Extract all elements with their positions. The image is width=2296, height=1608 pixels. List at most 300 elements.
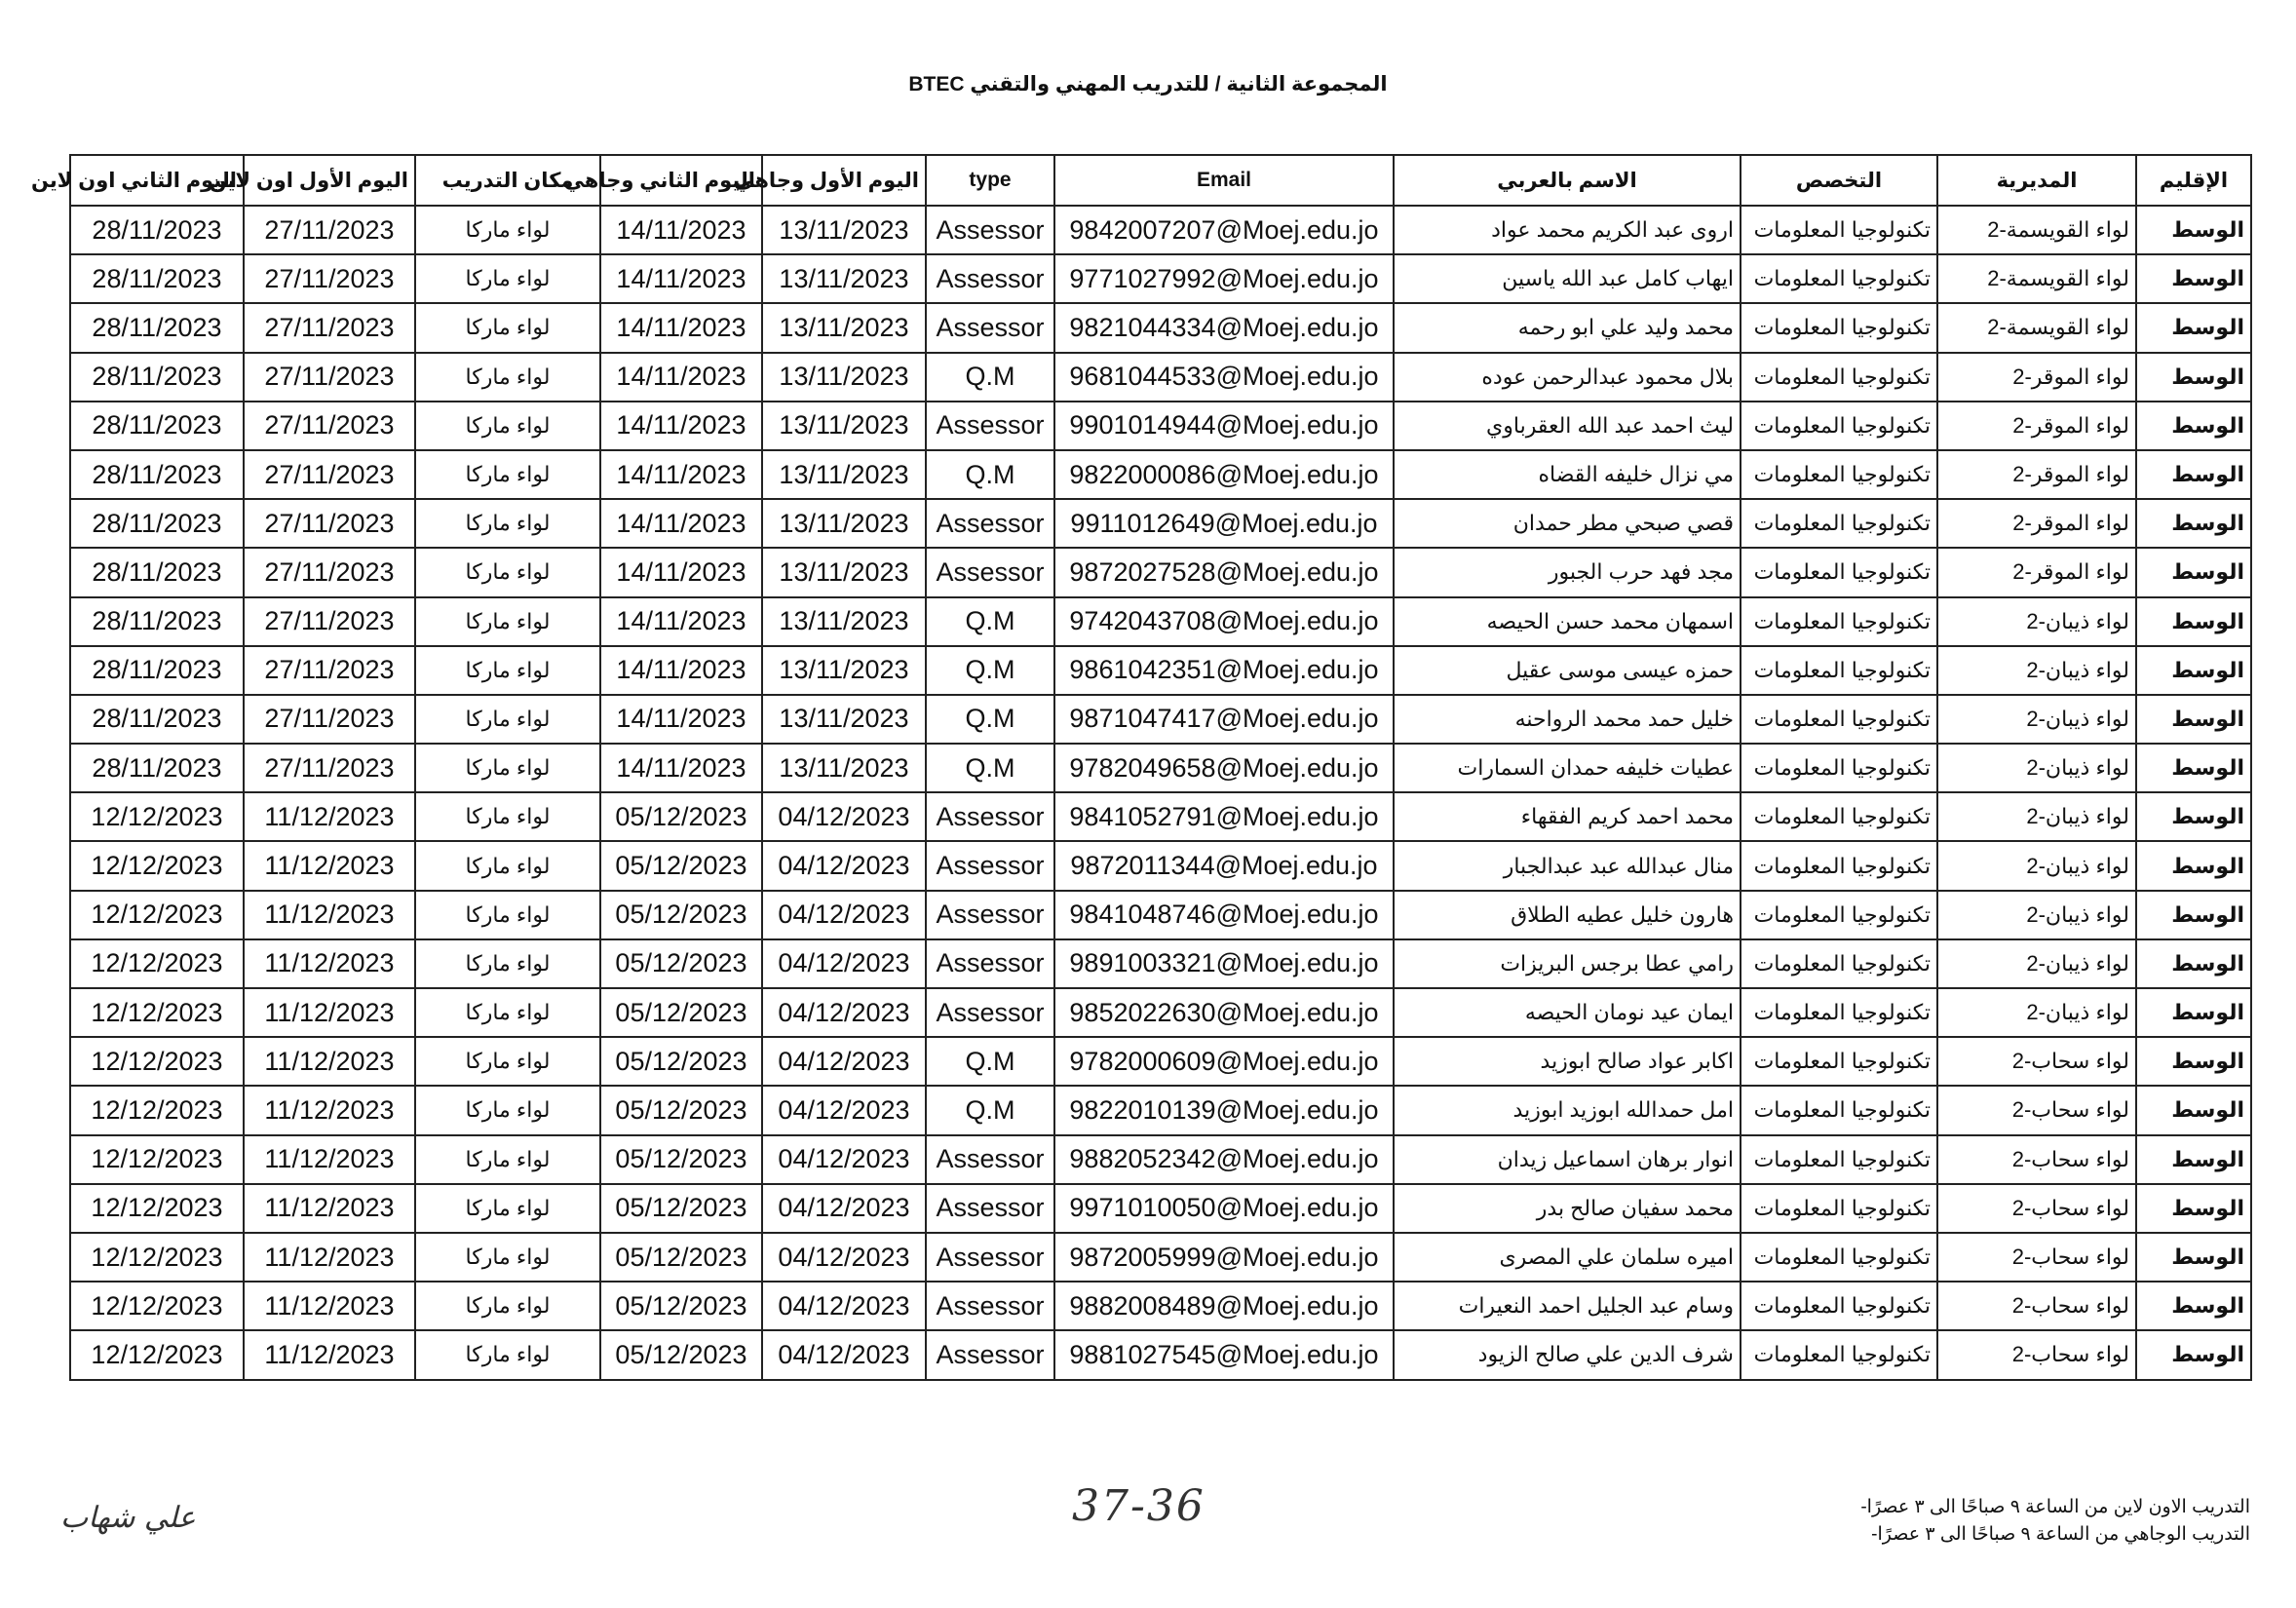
cell-email: 9822010139@Moej.edu.jo — [1054, 1086, 1394, 1134]
cell-specialization: تكنولوجيا المعلومات — [1741, 450, 1937, 499]
cell-day2-online: 28/11/2023 — [70, 548, 244, 596]
cell-training-location: لواء ماركا — [415, 891, 600, 939]
cell-directorate: لواء سحاب-2 — [1937, 1282, 2136, 1330]
cell-training-location: لواء ماركا — [415, 548, 600, 596]
cell-day1-online: 11/12/2023 — [244, 1282, 415, 1330]
cell-day1-inperson: 04/12/2023 — [762, 1282, 926, 1330]
cell-day1-online: 11/12/2023 — [244, 841, 415, 890]
cell-type: Assessor — [926, 1330, 1054, 1379]
cell-day2-online: 28/11/2023 — [70, 646, 244, 695]
cell-specialization: تكنولوجيا المعلومات — [1741, 499, 1937, 548]
cell-specialization: تكنولوجيا المعلومات — [1741, 1330, 1937, 1379]
cell-training-location: لواء ماركا — [415, 450, 600, 499]
cell-specialization: تكنولوجيا المعلومات — [1741, 1135, 1937, 1184]
column-header-day2-online: اليوم الثاني اون لاين — [70, 155, 244, 206]
cell-type: Assessor — [926, 792, 1054, 841]
cell-arabic-name: اكابر عواد صالح ابوزيد — [1394, 1037, 1741, 1086]
cell-type: Q.M — [926, 450, 1054, 499]
table-row — [70, 841, 2251, 890]
cell-type: Assessor — [926, 891, 1054, 939]
cell-directorate: لواء ذيبان-2 — [1937, 939, 2136, 988]
table-body — [70, 206, 2251, 1380]
cell-specialization: تكنولوجيا المعلومات — [1741, 402, 1937, 450]
table-row — [70, 353, 2251, 402]
cell-day1-inperson: 04/12/2023 — [762, 988, 926, 1037]
cell-directorate: لواء ذيبان-2 — [1937, 891, 2136, 939]
cell-directorate: لواء ذيبان-2 — [1937, 988, 2136, 1037]
cell-arabic-name: ليث احمد عبد الله العقرباوي — [1394, 402, 1741, 450]
cell-region: الوسط — [2136, 1330, 2251, 1379]
cell-day2-inperson: 05/12/2023 — [600, 841, 762, 890]
cell-day1-inperson: 13/11/2023 — [762, 695, 926, 744]
cell-type: Assessor — [926, 841, 1054, 890]
cell-type: Assessor — [926, 1233, 1054, 1282]
cell-day2-inperson: 05/12/2023 — [600, 1184, 762, 1233]
cell-training-location: لواء ماركا — [415, 1037, 600, 1086]
table-row — [70, 254, 2251, 303]
cell-email: 9742043708@Moej.edu.jo — [1054, 597, 1394, 646]
cell-day1-inperson: 04/12/2023 — [762, 841, 926, 890]
cell-day2-online: 12/12/2023 — [70, 1233, 244, 1282]
cell-day2-inperson: 05/12/2023 — [600, 1086, 762, 1134]
cell-arabic-name: مجد فهد حرب الجبور — [1394, 548, 1741, 596]
cell-region: الوسط — [2136, 988, 2251, 1037]
table-row — [70, 744, 2251, 792]
cell-day1-inperson: 13/11/2023 — [762, 206, 926, 254]
cell-training-location: لواء ماركا — [415, 353, 600, 402]
cell-type: Assessor — [926, 1282, 1054, 1330]
cell-day2-inperson: 05/12/2023 — [600, 792, 762, 841]
cell-region: الوسط — [2136, 353, 2251, 402]
cell-day1-online: 27/11/2023 — [244, 206, 415, 254]
cell-specialization: تكنولوجيا المعلومات — [1741, 254, 1937, 303]
cell-specialization: تكنولوجيا المعلومات — [1741, 744, 1937, 792]
cell-day2-online: 28/11/2023 — [70, 450, 244, 499]
cell-training-location: لواء ماركا — [415, 1086, 600, 1134]
cell-region: الوسط — [2136, 1037, 2251, 1086]
cell-day1-online: 27/11/2023 — [244, 353, 415, 402]
cell-day2-online: 12/12/2023 — [70, 841, 244, 890]
cell-day2-inperson: 14/11/2023 — [600, 548, 762, 596]
cell-region: الوسط — [2136, 646, 2251, 695]
cell-day2-inperson: 14/11/2023 — [600, 206, 762, 254]
table-row — [70, 303, 2251, 352]
cell-directorate: لواء القويسمة-2 — [1937, 206, 2136, 254]
table-row — [70, 891, 2251, 939]
cell-specialization: تكنولوجيا المعلومات — [1741, 1037, 1937, 1086]
cell-email: 9971010050@Moej.edu.jo — [1054, 1184, 1394, 1233]
table-row — [70, 1233, 2251, 1282]
cell-region: الوسط — [2136, 450, 2251, 499]
cell-arabic-name: عطيات خليفه حمدان السمارات — [1394, 744, 1741, 792]
cell-region: الوسط — [2136, 792, 2251, 841]
cell-type: Q.M — [926, 353, 1054, 402]
cell-directorate: لواء الموقر-2 — [1937, 402, 2136, 450]
table-row — [70, 499, 2251, 548]
cell-day2-inperson: 14/11/2023 — [600, 450, 762, 499]
cell-day2-online: 12/12/2023 — [70, 1184, 244, 1233]
cell-directorate: لواء سحاب-2 — [1937, 1037, 2136, 1086]
cell-day1-online: 27/11/2023 — [244, 597, 415, 646]
cell-day1-inperson: 13/11/2023 — [762, 744, 926, 792]
training-table-container — [31, 154, 2250, 1381]
cell-email: 9901014944@Moej.edu.jo — [1054, 402, 1394, 450]
cell-day1-inperson: 13/11/2023 — [762, 254, 926, 303]
cell-type: Assessor — [926, 254, 1054, 303]
cell-training-location: لواء ماركا — [415, 1135, 600, 1184]
cell-day2-online: 12/12/2023 — [70, 1037, 244, 1086]
cell-day2-inperson: 14/11/2023 — [600, 353, 762, 402]
cell-day1-inperson: 04/12/2023 — [762, 1037, 926, 1086]
cell-region: الوسط — [2136, 499, 2251, 548]
cell-directorate: لواء الموقر-2 — [1937, 450, 2136, 499]
cell-type: Assessor — [926, 548, 1054, 596]
cell-region: الوسط — [2136, 1135, 2251, 1184]
cell-arabic-name: حمزه عيسى موسى عقيل — [1394, 646, 1741, 695]
handwritten-signature: علي شهاب — [60, 1501, 196, 1535]
cell-directorate: لواء ذيبان-2 — [1937, 695, 2136, 744]
cell-email: 9852022630@Moej.edu.jo — [1054, 988, 1394, 1037]
cell-arabic-name: منال عبدالله عبد عبدالجبار — [1394, 841, 1741, 890]
cell-day1-inperson: 13/11/2023 — [762, 548, 926, 596]
cell-specialization: تكنولوجيا المعلومات — [1741, 646, 1937, 695]
cell-email: 9821044334@Moej.edu.jo — [1054, 303, 1394, 352]
cell-training-location: لواء ماركا — [415, 695, 600, 744]
cell-training-location: لواء ماركا — [415, 646, 600, 695]
cell-day2-online: 12/12/2023 — [70, 1282, 244, 1330]
column-header-day2-inperson: اليوم الثاني وجاهي — [600, 155, 762, 206]
cell-region: الوسط — [2136, 402, 2251, 450]
cell-day2-online: 28/11/2023 — [70, 206, 244, 254]
cell-day2-inperson: 05/12/2023 — [600, 891, 762, 939]
cell-day2-online: 28/11/2023 — [70, 744, 244, 792]
cell-day1-inperson: 04/12/2023 — [762, 1330, 926, 1379]
cell-email: 9822000086@Moej.edu.jo — [1054, 450, 1394, 499]
cell-day2-online: 12/12/2023 — [70, 988, 244, 1037]
cell-day2-inperson: 05/12/2023 — [600, 1282, 762, 1330]
cell-day2-inperson: 05/12/2023 — [600, 988, 762, 1037]
cell-day1-inperson: 13/11/2023 — [762, 353, 926, 402]
training-table — [31, 154, 2252, 1381]
cell-day2-inperson: 05/12/2023 — [600, 1135, 762, 1184]
cell-specialization: تكنولوجيا المعلومات — [1741, 939, 1937, 988]
cell-region: الوسط — [2136, 548, 2251, 596]
cell-training-location: لواء ماركا — [415, 1233, 600, 1282]
cell-specialization: تكنولوجيا المعلومات — [1741, 1282, 1937, 1330]
cell-day2-online: 28/11/2023 — [70, 353, 244, 402]
table-row — [70, 988, 2251, 1037]
cell-arabic-name: هارون خليل عطيه الطلاق — [1394, 891, 1741, 939]
cell-directorate: لواء ذيبان-2 — [1937, 597, 2136, 646]
cell-email: 9882052342@Moej.edu.jo — [1054, 1135, 1394, 1184]
cell-email: 9891003321@Moej.edu.jo — [1054, 939, 1394, 988]
cell-directorate: لواء سحاب-2 — [1937, 1330, 2136, 1379]
cell-specialization: تكنولوجيا المعلومات — [1741, 548, 1937, 596]
column-header-type: type — [926, 155, 1054, 206]
cell-region: الوسط — [2136, 206, 2251, 254]
cell-directorate: لواء ذيبان-2 — [1937, 841, 2136, 890]
cell-email: 9841052791@Moej.edu.jo — [1054, 792, 1394, 841]
cell-day1-inperson: 04/12/2023 — [762, 891, 926, 939]
footnote-inperson-hours: التدريب الوجاهي من الساعة ٩ صباحًا الى ٣ عصرًا- — [1871, 1524, 2250, 1545]
cell-directorate: لواء الموقر-2 — [1937, 548, 2136, 596]
cell-specialization: تكنولوجيا المعلومات — [1741, 695, 1937, 744]
cell-day1-inperson: 13/11/2023 — [762, 646, 926, 695]
cell-email: 9882008489@Moej.edu.jo — [1054, 1282, 1394, 1330]
cell-day2-online: 28/11/2023 — [70, 402, 244, 450]
table-row — [70, 402, 2251, 450]
cell-day2-inperson: 14/11/2023 — [600, 744, 762, 792]
cell-directorate: لواء القويسمة-2 — [1937, 303, 2136, 352]
cell-type: Q.M — [926, 646, 1054, 695]
cell-directorate: لواء القويسمة-2 — [1937, 254, 2136, 303]
cell-arabic-name: اروى عبد الكريم محمد عواد — [1394, 206, 1741, 254]
cell-arabic-name: محمد وليد علي ابو رحمه — [1394, 303, 1741, 352]
table-row — [70, 792, 2251, 841]
cell-day2-inperson: 14/11/2023 — [600, 499, 762, 548]
column-header-email: Email — [1054, 155, 1394, 206]
cell-directorate: لواء الموقر-2 — [1937, 353, 2136, 402]
table-row — [70, 1282, 2251, 1330]
cell-day1-inperson: 04/12/2023 — [762, 1086, 926, 1134]
cell-day2-online: 28/11/2023 — [70, 254, 244, 303]
cell-day1-inperson: 04/12/2023 — [762, 1135, 926, 1184]
cell-directorate: لواء سحاب-2 — [1937, 1233, 2136, 1282]
cell-day1-inperson: 13/11/2023 — [762, 402, 926, 450]
cell-day2-inperson: 14/11/2023 — [600, 695, 762, 744]
cell-day2-inperson: 05/12/2023 — [600, 1233, 762, 1282]
table-row — [70, 646, 2251, 695]
cell-arabic-name: اسمهان محمد حسن الحيصه — [1394, 597, 1741, 646]
cell-arabic-name: بلال محمود عبدالرحمن عوده — [1394, 353, 1741, 402]
cell-type: Q.M — [926, 1037, 1054, 1086]
cell-type: Assessor — [926, 303, 1054, 352]
cell-day1-online: 11/12/2023 — [244, 1135, 415, 1184]
cell-specialization: تكنولوجيا المعلومات — [1741, 841, 1937, 890]
cell-day1-online: 27/11/2023 — [244, 548, 415, 596]
cell-type: Q.M — [926, 744, 1054, 792]
table-row — [70, 1135, 2251, 1184]
cell-specialization: تكنولوجيا المعلومات — [1741, 792, 1937, 841]
cell-day1-online: 11/12/2023 — [244, 988, 415, 1037]
cell-arabic-name: اميره سلمان علي المصرى — [1394, 1233, 1741, 1282]
cell-directorate: لواء سحاب-2 — [1937, 1086, 2136, 1134]
cell-arabic-name: قصي صبحي مطر حمدان — [1394, 499, 1741, 548]
cell-day2-inperson: 05/12/2023 — [600, 1330, 762, 1379]
cell-type: Assessor — [926, 988, 1054, 1037]
cell-training-location: لواء ماركا — [415, 744, 600, 792]
table-row — [70, 1184, 2251, 1233]
table-row — [70, 695, 2251, 744]
column-header-directorate: المديرية — [1937, 155, 2136, 206]
cell-day2-inperson: 14/11/2023 — [600, 646, 762, 695]
cell-training-location: لواء ماركا — [415, 597, 600, 646]
cell-specialization: تكنولوجيا المعلومات — [1741, 891, 1937, 939]
cell-day1-online: 11/12/2023 — [244, 1184, 415, 1233]
cell-region: الوسط — [2136, 939, 2251, 988]
cell-arabic-name: رامي عطا برجس البريزات — [1394, 939, 1741, 988]
cell-training-location: لواء ماركا — [415, 254, 600, 303]
cell-day1-online: 11/12/2023 — [244, 1037, 415, 1086]
cell-arabic-name: خليل حمد محمد الرواحنه — [1394, 695, 1741, 744]
cell-region: الوسط — [2136, 1233, 2251, 1282]
cell-type: Assessor — [926, 939, 1054, 988]
cell-specialization: تكنولوجيا المعلومات — [1741, 353, 1937, 402]
cell-type: Assessor — [926, 1135, 1054, 1184]
cell-day2-online: 12/12/2023 — [70, 939, 244, 988]
cell-region: الوسط — [2136, 1184, 2251, 1233]
cell-day1-inperson: 04/12/2023 — [762, 1184, 926, 1233]
cell-day1-online: 11/12/2023 — [244, 1330, 415, 1379]
cell-specialization: تكنولوجيا المعلومات — [1741, 1086, 1937, 1134]
cell-specialization: تكنولوجيا المعلومات — [1741, 206, 1937, 254]
cell-day1-online: 27/11/2023 — [244, 499, 415, 548]
cell-day2-online: 12/12/2023 — [70, 1330, 244, 1379]
cell-arabic-name: مي نزال خليفه القضاه — [1394, 450, 1741, 499]
table-row — [70, 450, 2251, 499]
cell-email: 9872005999@Moej.edu.jo — [1054, 1233, 1394, 1282]
cell-day2-online: 28/11/2023 — [70, 499, 244, 548]
cell-training-location: لواء ماركا — [415, 402, 600, 450]
cell-type: Q.M — [926, 597, 1054, 646]
cell-day1-online: 11/12/2023 — [244, 891, 415, 939]
column-header-training-location: مكان التدريب — [415, 155, 600, 206]
table-row — [70, 206, 2251, 254]
cell-region: الوسط — [2136, 597, 2251, 646]
cell-day1-online: 27/11/2023 — [244, 744, 415, 792]
cell-day2-online: 28/11/2023 — [70, 695, 244, 744]
cell-email: 9872027528@Moej.edu.jo — [1054, 548, 1394, 596]
cell-arabic-name: شرف الدين علي صالح الزيود — [1394, 1330, 1741, 1379]
cell-day2-online: 28/11/2023 — [70, 597, 244, 646]
cell-type: Assessor — [926, 402, 1054, 450]
cell-region: الوسط — [2136, 1282, 2251, 1330]
cell-day1-online: 11/12/2023 — [244, 939, 415, 988]
column-header-day1-inperson: اليوم الأول وجاهي — [762, 155, 926, 206]
cell-specialization: تكنولوجيا المعلومات — [1741, 1233, 1937, 1282]
cell-directorate: لواء ذيبان-2 — [1937, 792, 2136, 841]
cell-region: الوسط — [2136, 303, 2251, 352]
cell-training-location: لواء ماركا — [415, 841, 600, 890]
cell-arabic-name: انوار برهان اسماعيل زيدان — [1394, 1135, 1741, 1184]
cell-email: 9771027992@Moej.edu.jo — [1054, 254, 1394, 303]
cell-training-location: لواء ماركا — [415, 792, 600, 841]
cell-email: 9782000609@Moej.edu.jo — [1054, 1037, 1394, 1086]
cell-training-location: لواء ماركا — [415, 499, 600, 548]
cell-day2-inperson: 05/12/2023 — [600, 939, 762, 988]
cell-training-location: لواء ماركا — [415, 939, 600, 988]
cell-region: الوسط — [2136, 841, 2251, 890]
cell-region: الوسط — [2136, 254, 2251, 303]
table-row — [70, 1086, 2251, 1134]
footnote-online-hours: التدريب الاون لاين من الساعة ٩ صباحًا الى ٣ عصرًا- — [1860, 1497, 2250, 1517]
cell-specialization: تكنولوجيا المعلومات — [1741, 988, 1937, 1037]
cell-day1-inperson: 13/11/2023 — [762, 499, 926, 548]
cell-directorate: لواء ذيبان-2 — [1937, 646, 2136, 695]
cell-region: الوسط — [2136, 1086, 2251, 1134]
cell-day2-inperson: 05/12/2023 — [600, 1037, 762, 1086]
cell-training-location: لواء ماركا — [415, 988, 600, 1037]
table-row — [70, 1330, 2251, 1379]
column-header-day1-online: اليوم الأول اون لاين — [244, 155, 415, 206]
cell-arabic-name: محمد سفيان صالح بدر — [1394, 1184, 1741, 1233]
cell-email: 9841048746@Moej.edu.jo — [1054, 891, 1394, 939]
cell-day2-online: 12/12/2023 — [70, 891, 244, 939]
cell-type: Q.M — [926, 1086, 1054, 1134]
table-row — [70, 939, 2251, 988]
document-title: المجموعة الثانية / للتدريب المهني والتقني BTEC — [908, 73, 1388, 96]
cell-type: Assessor — [926, 206, 1054, 254]
cell-type: Assessor — [926, 499, 1054, 548]
cell-day1-online: 11/12/2023 — [244, 1233, 415, 1282]
cell-email: 9681044533@Moej.edu.jo — [1054, 353, 1394, 402]
cell-specialization: تكنولوجيا المعلومات — [1741, 597, 1937, 646]
cell-email: 9842007207@Moej.edu.jo — [1054, 206, 1394, 254]
cell-directorate: لواء الموقر-2 — [1937, 499, 2136, 548]
column-header-region: الإقليم — [2136, 155, 2251, 206]
cell-training-location: لواء ماركا — [415, 1330, 600, 1379]
cell-day2-online: 28/11/2023 — [70, 303, 244, 352]
table-row — [70, 548, 2251, 596]
cell-directorate: لواء سحاب-2 — [1937, 1135, 2136, 1184]
cell-region: الوسط — [2136, 744, 2251, 792]
cell-specialization: تكنولوجيا المعلومات — [1741, 303, 1937, 352]
cell-day2-online: 12/12/2023 — [70, 1135, 244, 1184]
cell-day1-inperson: 13/11/2023 — [762, 303, 926, 352]
cell-day2-online: 12/12/2023 — [70, 1086, 244, 1134]
cell-day1-online: 27/11/2023 — [244, 646, 415, 695]
cell-training-location: لواء ماركا — [415, 206, 600, 254]
cell-type: Assessor — [926, 1184, 1054, 1233]
cell-day1-online: 27/11/2023 — [244, 450, 415, 499]
cell-day1-online: 27/11/2023 — [244, 303, 415, 352]
cell-email: 9861042351@Moej.edu.jo — [1054, 646, 1394, 695]
cell-region: الوسط — [2136, 695, 2251, 744]
cell-arabic-name: وسام عبد الجليل احمد النعيرات — [1394, 1282, 1741, 1330]
cell-email: 9872011344@Moej.edu.jo — [1054, 841, 1394, 890]
column-header-arabic-name: الاسم بالعربي — [1394, 155, 1741, 206]
cell-day2-inperson: 14/11/2023 — [600, 303, 762, 352]
cell-day1-inperson: 13/11/2023 — [762, 450, 926, 499]
cell-training-location: لواء ماركا — [415, 303, 600, 352]
cell-day1-online: 11/12/2023 — [244, 792, 415, 841]
cell-arabic-name: ايهاب كامل عبد الله ياسين — [1394, 254, 1741, 303]
cell-day2-online: 12/12/2023 — [70, 792, 244, 841]
cell-email: 9782049658@Moej.edu.jo — [1054, 744, 1394, 792]
cell-directorate: لواء ذيبان-2 — [1937, 744, 2136, 792]
cell-region: الوسط — [2136, 891, 2251, 939]
cell-day1-online: 11/12/2023 — [244, 1086, 415, 1134]
cell-arabic-name: ايمان عيد نومان الحيصه — [1394, 988, 1741, 1037]
cell-arabic-name: امل حمدالله ابوزيد ابوزيد — [1394, 1086, 1741, 1134]
table-row — [70, 597, 2251, 646]
cell-email: 9881027545@Moej.edu.jo — [1054, 1330, 1394, 1379]
cell-day2-inperson: 14/11/2023 — [600, 597, 762, 646]
cell-training-location: لواء ماركا — [415, 1282, 600, 1330]
cell-day2-inperson: 14/11/2023 — [600, 402, 762, 450]
table-row — [70, 1037, 2251, 1086]
cell-day1-inperson: 13/11/2023 — [762, 597, 926, 646]
cell-arabic-name: محمد احمد كريم الفقهاء — [1394, 792, 1741, 841]
cell-day1-online: 27/11/2023 — [244, 402, 415, 450]
cell-training-location: لواء ماركا — [415, 1184, 600, 1233]
cell-directorate: لواء سحاب-2 — [1937, 1184, 2136, 1233]
cell-type: Q.M — [926, 695, 1054, 744]
cell-day2-inperson: 14/11/2023 — [600, 254, 762, 303]
cell-specialization: تكنولوجيا المعلومات — [1741, 1184, 1937, 1233]
cell-day1-inperson: 04/12/2023 — [762, 792, 926, 841]
cell-email: 9911012649@Moej.edu.jo — [1054, 499, 1394, 548]
